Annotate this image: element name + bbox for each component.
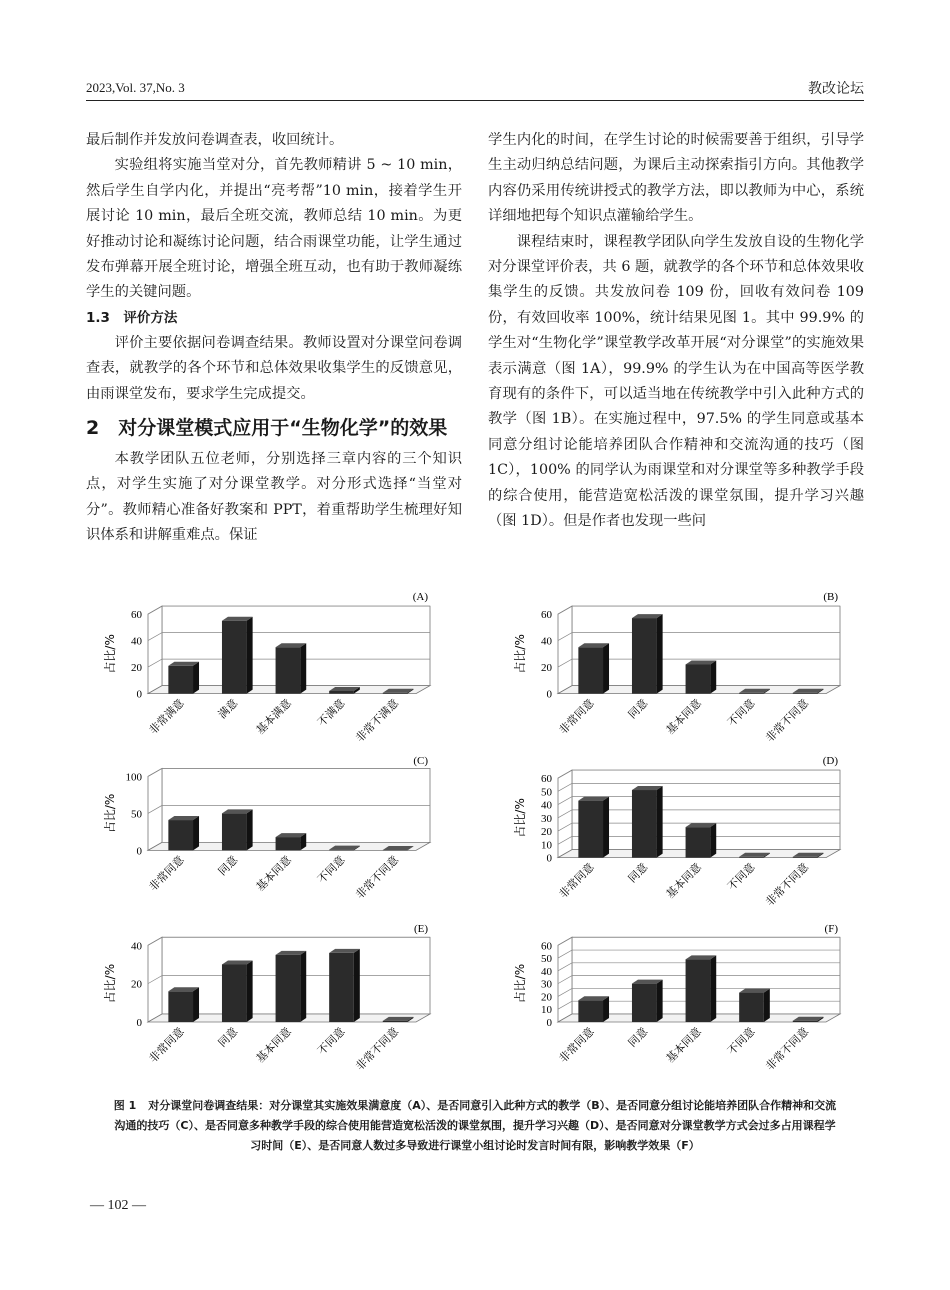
- panel-label: (A): [412, 591, 428, 603]
- plot-side-wall: [148, 606, 162, 694]
- bar: [168, 662, 199, 694]
- panel-label: (F): [824, 923, 838, 935]
- y-tick-label: 0: [546, 688, 552, 701]
- y-axis-label: 占比/%: [513, 634, 527, 674]
- figure-label: 图 1: [113, 1099, 137, 1112]
- figure-caption-text: 对分课堂问卷调查结果：对分课堂其实施效果满意度（A）、是否同意引入此种方式的教学（B）、是否同意分组讨论能培养团队合作精神和交流沟通的技巧（C）、是否同意多种教学手段的综合使用能营造宽松活泼的课堂氛围，提升学习兴趣（D）、是否同意对分课堂教学方式会过多占用课程学习时间（E）、是否同意人数过多导致进行课堂小组讨论时发言时间有限，影响教学效果（F）: [114, 1099, 837, 1152]
- y-tick-label: 40: [541, 799, 552, 812]
- y-tick-label: 0: [546, 1017, 552, 1029]
- y-tick-label: 100: [125, 771, 142, 784]
- paragraph: 课程结束时，课程教学团队向学生发放自设的生物化学对分课堂评价表，共 6 题，就教学的各个环节和总体效果收集学生的反馈。共发放问卷 109 份，回收有效问卷 109 份，有效回收率 100%，统计结果见图 1。其中 99.9% 的学生对“生物化学”课堂教学改革开展“对分课堂”的实施效果表示满意（图 1A），99.9% 的学生认为在中国高等医学教育现有的条件下，可以适当地在传统教学中引入此种方式的教学（图 1B）。在实施过程中，97.5% 的学生同意或基本同意分组讨论能培养团队合作精神和交流沟通的技巧（图 1C），100% 的同学认为雨课堂和对分课堂等多种教学手段的综合使用，能营造宽松活泼的课堂氛围，提升学习兴趣（图 1D）。但是作者也发现一些问: [488, 233, 864, 530]
- category-label: 基本满意: [253, 696, 295, 737]
- category-label: 非常同意: [556, 1024, 597, 1066]
- y-tick-label: 20: [131, 662, 142, 675]
- paragraph: 学生内化的时间，在学生讨论的时候需要善于组织，引导学生主动归纳总结问题，为课后主动探索指引方向。其他教学内容仍采用传统讲授式的教学方法，即以教师为中心，系统详细地把每个知识点灌输给学生。: [488, 132, 864, 225]
- left-column: [86, 128, 462, 549]
- y-tick-label: 20: [541, 826, 552, 839]
- bar: [578, 643, 609, 693]
- chart-svg: [500, 752, 860, 912]
- category-label: 非常同意: [146, 853, 187, 894]
- y-tick-label: 60: [541, 940, 552, 953]
- category-label: 基本同意: [253, 1024, 295, 1066]
- category-label: 非常同意: [146, 1024, 187, 1066]
- right-column: [488, 128, 864, 535]
- y-tick-label: 50: [541, 786, 552, 799]
- section-title: 教改论坛: [808, 81, 864, 97]
- category-label: 不同意: [315, 853, 348, 886]
- category-label: 同意: [215, 1024, 241, 1050]
- bar: [222, 617, 253, 694]
- y-tick-label: 40: [541, 965, 552, 978]
- category-label: 非常不同意: [763, 860, 812, 909]
- category-label: 非常不同意: [763, 696, 812, 745]
- figure-caption: [110, 1096, 840, 1156]
- panel-label: (E): [413, 923, 428, 935]
- y-tick-label: 10: [541, 839, 552, 852]
- bar: [632, 614, 663, 694]
- y-tick-label: 30: [541, 978, 552, 991]
- bar: [686, 955, 717, 1022]
- category-label: 非常同意: [556, 860, 597, 901]
- section-number: 2: [86, 417, 100, 440]
- y-tick-label: 60: [541, 773, 552, 786]
- bar: [739, 989, 770, 1022]
- journal-volume: 2023,Vol. 37,No. 3: [86, 80, 185, 95]
- panel-label: (B): [823, 591, 838, 603]
- bar: [276, 951, 307, 1022]
- panel-label: (D): [822, 755, 838, 767]
- panel-label: (C): [413, 755, 428, 767]
- category-label: 基本同意: [663, 1024, 705, 1066]
- bar: [686, 660, 717, 693]
- paragraph: 最后制作并发放问卷调查表，收回统计。: [86, 132, 344, 148]
- y-tick-label: 10: [541, 1004, 552, 1017]
- category-label: 满意: [215, 696, 241, 722]
- y-tick-label: 20: [131, 978, 142, 991]
- chart-svg: [500, 920, 860, 1075]
- bar: [222, 809, 253, 850]
- y-axis-label: 占比/%: [103, 634, 117, 674]
- chart-c: [90, 752, 450, 902]
- y-axis-label: 占比/%: [513, 798, 527, 838]
- category-label: 基本同意: [253, 853, 295, 894]
- bar: [578, 996, 609, 1022]
- category-label: 非常不同意: [763, 1024, 812, 1074]
- category-label: 同意: [625, 1024, 651, 1050]
- y-tick-label: 50: [131, 808, 142, 821]
- bar: [276, 833, 307, 850]
- category-label: 非常不同意: [353, 853, 402, 902]
- category-label: 同意: [625, 860, 651, 886]
- plot-side-wall: [558, 606, 572, 694]
- chart-svg: [90, 588, 450, 748]
- running-header: [86, 76, 864, 101]
- y-tick-label: 50: [541, 953, 552, 966]
- category-label: 非常不同意: [353, 1024, 402, 1074]
- paragraph: 评价主要依据问卷调查结果。教师设置对分课堂问卷调查表，就教学的各个环节和总体效果收集学生的反馈意见，由雨课堂发布，要求学生完成提交。: [86, 334, 462, 402]
- bar: [276, 643, 307, 693]
- bar: [686, 823, 717, 857]
- bar: [222, 960, 253, 1022]
- category-label: 不同意: [725, 1024, 758, 1058]
- bar: [329, 949, 360, 1022]
- chart-b: [500, 588, 860, 748]
- bar: [632, 786, 663, 858]
- y-tick-label: 40: [131, 940, 142, 953]
- paragraph: 本教学团队五位老师，分别选择三章内容的三个知识点，对学生实施了对分课堂教学。对分形式选择“当堂对分”。教师精心准备好教案和 PPT，着重帮助学生梳理好知识体系和讲解重难点。保证: [86, 451, 462, 544]
- subsection-title: 评价方法: [123, 309, 178, 326]
- category-label: 不同意: [315, 1024, 348, 1058]
- page-number: — 102 —: [90, 1198, 146, 1213]
- category-label: 同意: [215, 853, 241, 879]
- chart-a: [90, 588, 450, 748]
- chart-f: [500, 920, 860, 1075]
- category-label: 非常满意: [146, 696, 187, 737]
- bar: [168, 816, 199, 850]
- category-label: 基本同意: [663, 860, 705, 901]
- chart-d: [500, 752, 860, 912]
- category-label: 不满意: [315, 696, 348, 730]
- y-tick-label: 0: [136, 845, 142, 858]
- chart-svg: [500, 588, 860, 748]
- y-axis-label: 占比/%: [103, 963, 117, 1004]
- y-tick-label: 60: [131, 609, 142, 622]
- category-label: 非常不满意: [353, 696, 402, 745]
- y-axis-label: 占比/%: [103, 793, 117, 834]
- category-label: 同意: [625, 696, 651, 722]
- y-tick-label: 20: [541, 662, 552, 675]
- category-label: 不同意: [725, 860, 758, 894]
- section-heading: [86, 411, 462, 445]
- y-tick-label: 20: [541, 991, 552, 1004]
- y-tick-label: 60: [541, 609, 552, 622]
- category-label: 不同意: [725, 696, 758, 730]
- y-axis-label: 占比/%: [513, 963, 527, 1004]
- category-label: 非常同意: [556, 696, 597, 737]
- subsection-heading: [86, 306, 462, 331]
- section-title: 对分课堂模式应用于“生物化学”的效果: [118, 417, 448, 440]
- subsection-number: 1.3: [86, 309, 110, 326]
- y-tick-label: 0: [136, 688, 142, 701]
- bar: [168, 987, 199, 1022]
- bar: [329, 687, 360, 694]
- y-tick-label: 40: [131, 635, 142, 648]
- category-label: 基本同意: [663, 696, 705, 737]
- bar: [578, 797, 609, 858]
- chart-svg: [90, 920, 450, 1075]
- y-tick-label: 0: [136, 1017, 142, 1029]
- bar: [632, 980, 663, 1022]
- chart-svg: [90, 752, 450, 902]
- y-tick-label: 30: [541, 812, 552, 825]
- y-tick-label: 40: [541, 635, 552, 648]
- chart-e: [90, 920, 450, 1075]
- y-tick-label: 0: [546, 852, 552, 865]
- paragraph: 实验组将实施当堂对分，首先教师精讲 5 ~ 10 min，然后学生自学内化，并提出“亮考帮”10 min，接着学生开展讨论 10 min，最后全班交流，教师总结 10 min。为更好推动讨论和凝练讨论问题，结合雨课堂功能，让学生通过发布弹幕开展全班讨论，增强全班互动，也有助于教师凝练学生的关键问题。: [86, 157, 462, 301]
